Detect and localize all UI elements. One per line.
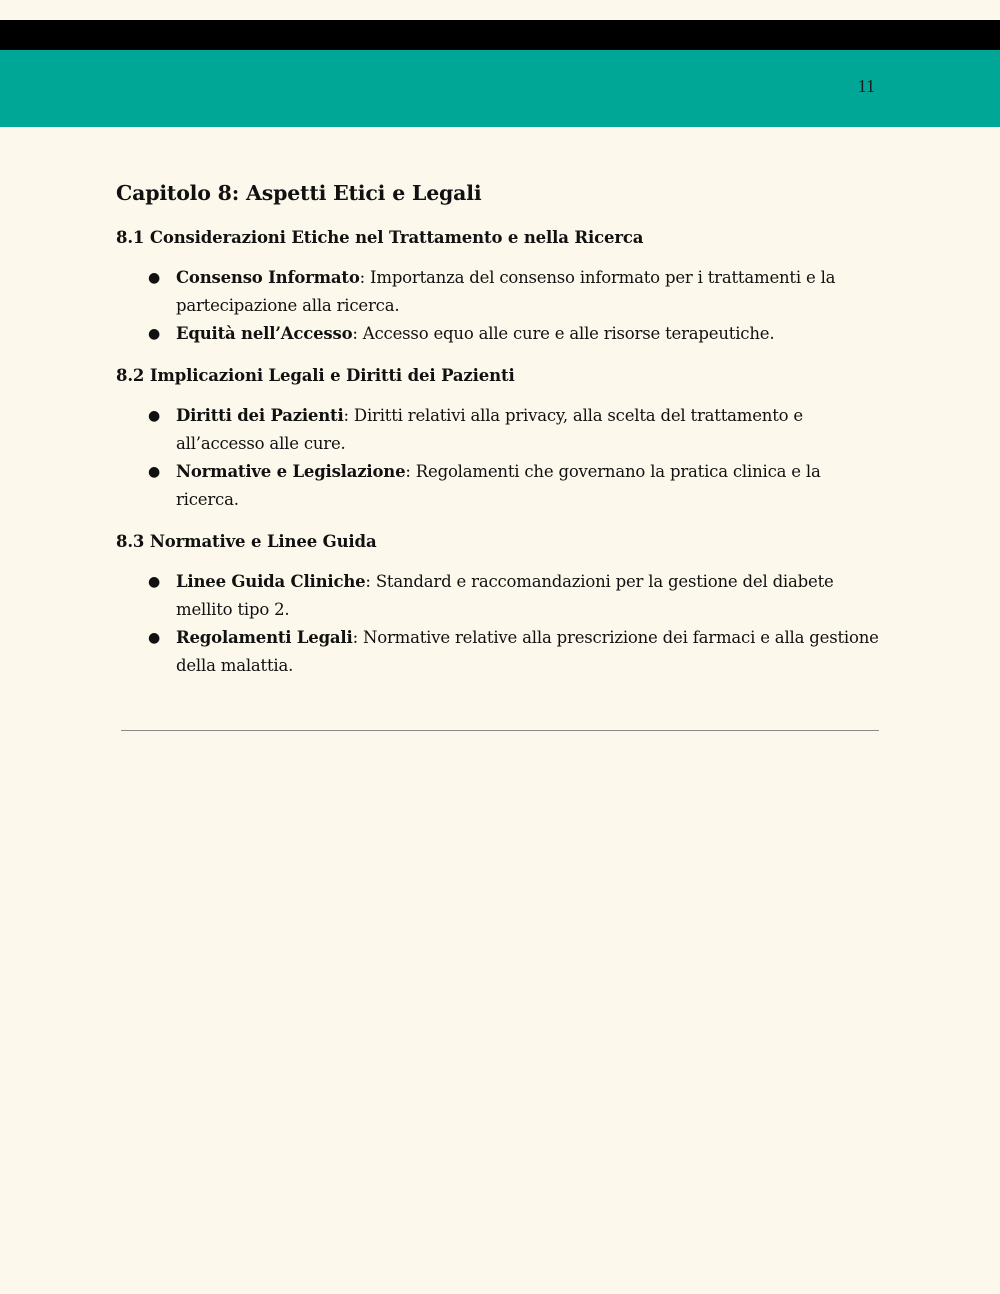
list-item-text: : Diritti relativi alla privacy, alla scelta del trattamento e all’accesso alle cure. <box>176 406 803 453</box>
chapter-title: Capitolo 8: Aspetti Etici e Legali <box>116 181 482 205</box>
section-title-8-1: 8.1 Considerazioni Etiche nel Trattamento e nella Ricerca <box>116 228 644 247</box>
horizontal-divider <box>121 730 879 731</box>
section-list-8-1 <box>116 264 886 348</box>
list-item-text: : Normative relative alla prescrizione dei farmaci e alla gestione della malattia. <box>176 628 879 675</box>
header-black-band <box>0 20 1000 50</box>
section-list-8-3 <box>116 568 886 680</box>
bullet-icon: ● <box>148 464 161 480</box>
bullet-icon: ● <box>148 630 161 646</box>
list-item-text: : Regolamenti che governano la pratica clinica e la ricerca. <box>176 462 821 509</box>
section-title-8-2: 8.2 Implicazioni Legali e Diritti dei Pazienti <box>116 366 515 385</box>
page-top-margin <box>0 0 1000 20</box>
bullet-icon: ● <box>148 326 161 342</box>
list-item-term: Diritti dei Pazienti <box>176 406 344 425</box>
list-item <box>116 320 886 348</box>
list-item <box>116 624 886 680</box>
list-item-text: : Accesso equo alle cure e alle risorse terapeutiche. <box>352 324 775 343</box>
list-item-term: Consenso Informato <box>176 268 360 287</box>
list-item-text: : Standard e raccomandazioni per la gestione del diabete mellito tipo 2. <box>176 572 834 619</box>
list-item <box>116 568 886 624</box>
bullet-icon: ● <box>148 574 161 590</box>
list-item <box>116 458 886 514</box>
list-item <box>116 402 886 458</box>
section-title-8-3: 8.3 Normative e Linee Guida <box>116 532 377 551</box>
list-item <box>116 264 886 320</box>
list-item-term: Equità nell’Accesso <box>176 324 353 343</box>
list-item-term: Linee Guida Cliniche <box>176 572 366 591</box>
section-list-8-2 <box>116 402 886 514</box>
document-body <box>116 178 886 696</box>
bullet-icon: ● <box>148 270 161 286</box>
bullet-icon: ● <box>148 408 161 424</box>
list-item-text: : Importanza del consenso informato per i trattamenti e la partecipazione alla ricerca. <box>176 268 836 315</box>
list-item-term: Normative e Legislazione <box>176 462 406 481</box>
header-teal-band <box>0 50 1000 127</box>
list-item-term: Regolamenti Legali <box>176 628 353 647</box>
page-number: 11 <box>857 76 875 96</box>
